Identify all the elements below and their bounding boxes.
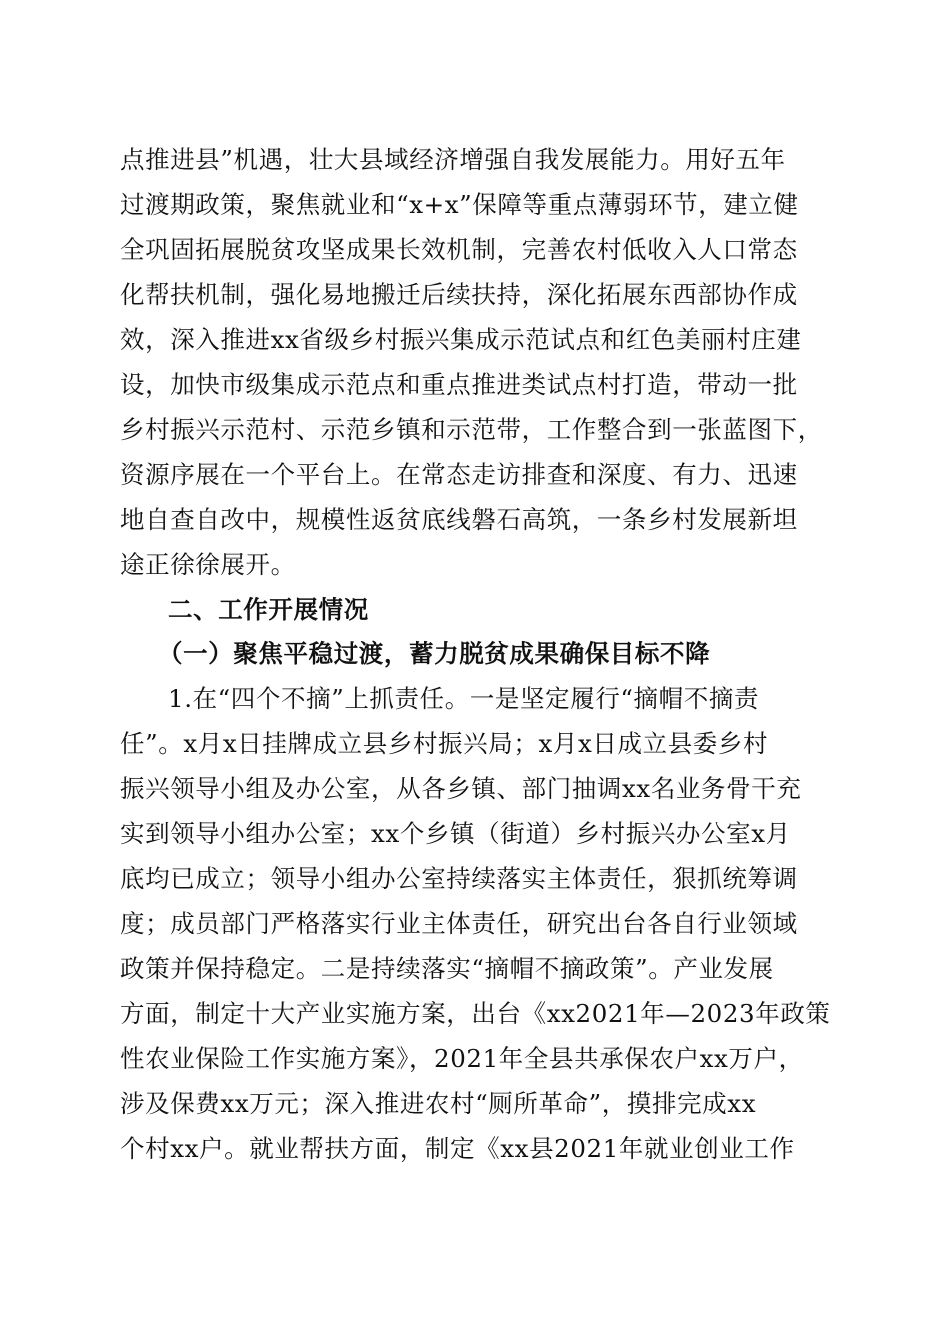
paragraph-line: 1.在“四个不摘”上抓责任。一是坚定履行“摘帽不摘责 — [168, 684, 760, 713]
paragraph-line: 途正徐徐展开。 — [120, 550, 296, 579]
paragraph-line: 政策并保持稳定。二是持续落实“摘帽不摘政策”。产业发展 — [120, 954, 774, 983]
paragraph-line: 设，加快市级集成示范点和重点推进类试点村打造，带动一批 — [120, 370, 798, 399]
paragraph-line: 效，深入推进xx省级乡村振兴集成示范试点和红色美丽村庄建 — [120, 325, 802, 354]
paragraph-line: 资源序展在一个平台上。在常态走访排查和深度、有力、迅速 — [120, 460, 798, 489]
paragraph-line: 地自查自改中，规模性返贫底线磐石高筑，一条乡村发展新坦 — [120, 505, 798, 534]
paragraph-line: 化帮扶机制，强化易地搬迁后续扶持，深化拓展东西部协作成 — [120, 280, 798, 309]
paragraph-line: 涉及保费xx万元；深入推进农村“厕所革命”，摸排完成xx — [120, 1089, 757, 1118]
subsection-heading: （一）聚焦平稳过渡，蓄力脱贫成果确保目标不降 — [158, 639, 711, 668]
paragraph-line: 点推进县”机遇，壮大县域经济增强自我发展能力。用好五年 — [120, 145, 786, 174]
paragraph-line: 个村xx户。就业帮扶方面，制定《xx县2021年就业创业工作 — [120, 1134, 795, 1163]
paragraph-line: 实到领导小组办公室；xx个乡镇（街道）乡村振兴办公室x月 — [120, 819, 791, 848]
paragraph-line: 振兴领导小组及办公室，从各乡镇、部门抽调xx名业务骨干充 — [120, 774, 802, 803]
paragraph-line: 乡村振兴示范村、示范乡镇和示范带，工作整合到一张蓝图下， — [120, 415, 823, 444]
paragraph-line: 全巩固拓展脱贫攻坚成果长效机制，完善农村低收入人口常态 — [120, 235, 798, 264]
section-heading: 二、工作开展情况 — [168, 595, 369, 624]
paragraph-line: 任”。x月x日挂牌成立县乡村振兴局；x月x日成立县委乡村 — [120, 729, 769, 758]
paragraph-line: 底均已成立；领导小组办公室持续落实主体责任，狠抓统筹调 — [120, 864, 798, 893]
paragraph-line: 方面，制定十大产业实施方案，出台《xx2021年—2023年政策 — [120, 999, 831, 1028]
paragraph-line: 性农业保险工作实施方案》，2021年全县共承保农户xx万户， — [120, 1044, 804, 1073]
paragraph-line: 过渡期政策，聚焦就业和“x+x”保障等重点薄弱环节，建立健 — [120, 190, 799, 219]
paragraph-line: 度；成员部门严格落实行业主体责任，研究出台各自行业领域 — [120, 909, 798, 938]
